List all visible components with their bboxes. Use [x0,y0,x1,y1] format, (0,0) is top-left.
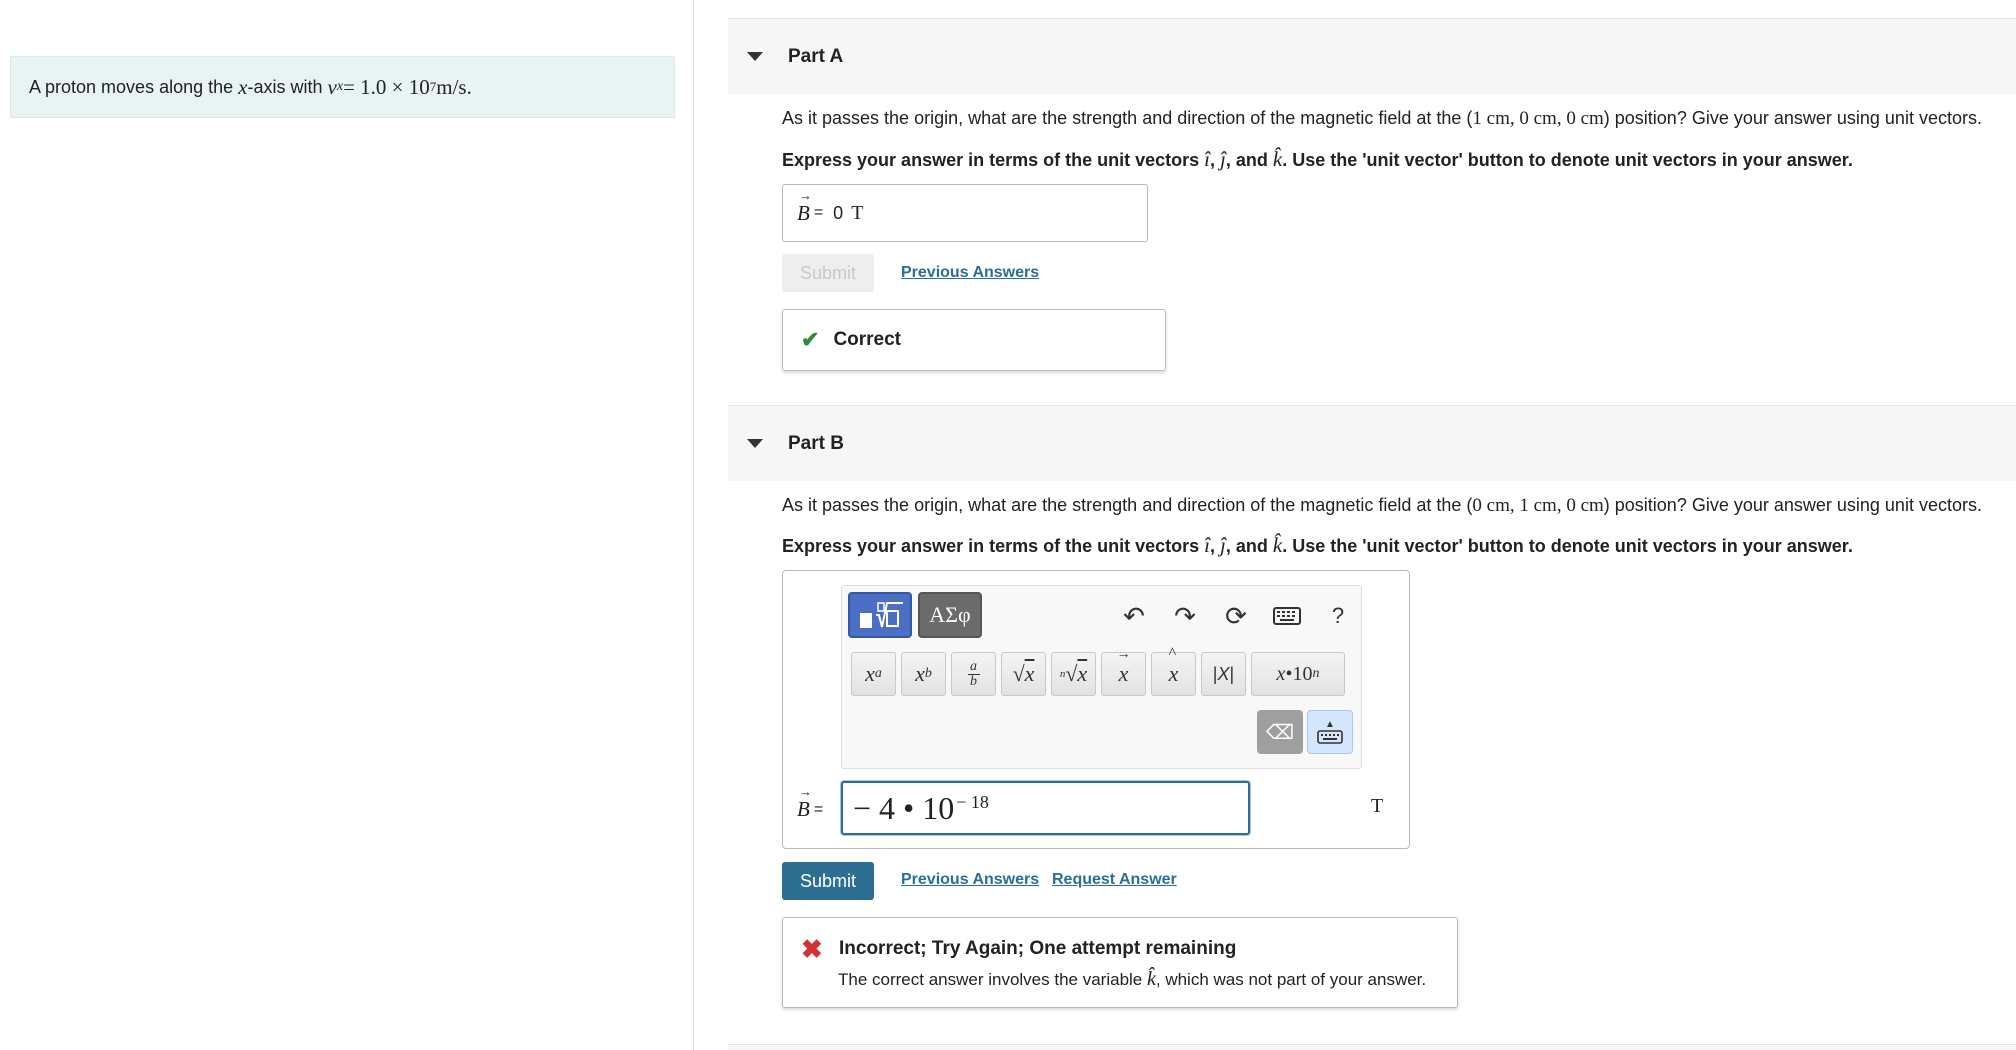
problem-panel [0,0,694,1050]
part-a-previous-answers-link[interactable]: Previous Answers [901,264,1040,281]
templates-tab[interactable] [848,592,912,638]
part-b-title: Part B [788,432,844,454]
position-value: 1 cm, 0 cm, 0 cm [1472,108,1604,129]
unit-vector-j: ĵ [1220,533,1226,557]
instruction-text: Express your answer in terms of the unit vectors [782,150,1205,170]
symbols-tab[interactable]: ΑΣφ [918,592,982,638]
part-b-question [782,495,1982,517]
key-fraction[interactable]: a b [951,652,996,696]
question-text: As it passes the origin, what are the strength and direction of the magnetic field at the ( [782,108,1473,128]
redo-icon[interactable]: ↷ [1174,600,1196,631]
separator: , and [1225,536,1273,556]
separator: , and [1225,150,1273,170]
part-a-header[interactable] [728,18,2016,94]
unit-vector-k: k̂ [1272,147,1283,171]
answer-unit: T [1371,795,1384,817]
part-a-question [782,108,1982,130]
part-b-previous-answers-link[interactable]: Previous Answers [901,871,1040,888]
undo-icon[interactable]: ↶ [1123,600,1145,631]
backspace-icon[interactable]: ⌫ [1257,710,1303,754]
part-b-answer-input[interactable] [841,781,1250,835]
part-b-answer-area [782,570,1410,849]
request-answer-link[interactable]: Request Answer [1052,871,1177,888]
part-b-instruction [782,533,1853,558]
part-a-answer-display [782,184,1148,242]
answer-unit: T [851,201,864,224]
key-unit-vector[interactable]: x ^ [1151,652,1196,696]
key-superscript[interactable]: x a [851,652,896,696]
instruction-text-end: . Use the 'unit vector' button to denote unit vectors in your answer. [1282,150,1853,170]
problem-text: A proton moves along the [29,76,234,97]
feedback-title: Incorrect; Try Again; One attempt remaining [839,938,1237,959]
part-b-header[interactable] [728,405,2016,481]
collapse-caret-icon[interactable] [747,439,763,448]
velocity-value: = 1.0 × 10 [343,74,430,99]
answer-value: 0 [833,202,844,223]
velocity-unit: m/s. [436,74,472,99]
question-text-end: ) position? Give your answer using unit vectors. [1603,108,1982,128]
problem-text-mid: -axis with [247,76,323,97]
b-vector-label: → B [797,797,810,822]
velocity-subscript: x [336,79,344,94]
position-value: 0 cm, 1 cm, 0 cm [1472,495,1604,516]
key-square-root[interactable]: √ x [1001,652,1046,696]
parts-panel [728,0,2016,1050]
reset-icon[interactable]: ⟳ [1225,600,1247,631]
help-button[interactable]: ? [1331,603,1345,628]
feedback-text-end: , which was not part of your answer. [1155,970,1427,989]
equals-sign: = [813,204,824,221]
key-absolute-value[interactable]: | X | [1201,652,1246,696]
part-b-submit-button[interactable]: Submit [782,862,874,900]
part-a-feedback [782,309,1166,371]
instruction-text: Express your answer in terms of the unit vectors [782,536,1205,556]
velocity-symbol: v [327,74,337,99]
unit-vector-i: î [1204,533,1210,557]
keyboard-icon[interactable] [1267,596,1307,636]
feedback-variable: k̂ [1146,968,1156,990]
answer-exponent: − 18 [956,791,989,812]
question-text: As it passes the origin, what are the strength and direction of the magnetic field at the ( [782,495,1473,515]
part-a-submit-button[interactable]: Submit [782,254,874,292]
feedback-text: The correct answer involves the variable [838,970,1147,989]
part-a-instruction [782,147,1853,172]
separator: , [1209,536,1220,556]
incorrect-x-icon: ✖ [801,934,823,964]
unit-vector-j: ĵ [1220,147,1226,171]
part-a-title: Part A [788,45,844,67]
unit-vector-i: î [1204,147,1210,171]
checkmark-icon: ✔ [801,327,820,352]
b-vector-label-group [797,797,823,822]
problem-statement [10,56,675,118]
feedback-detail [838,968,1426,991]
instruction-text-end: . Use the 'unit vector' button to denote unit vectors in your answer. [1282,536,1853,556]
key-subscript[interactable]: x b [901,652,946,696]
key-scientific-notation[interactable]: x •10 n [1251,652,1345,696]
answer-mantissa: − 4 • 10 [853,789,955,826]
unit-vector-k: k̂ [1272,533,1283,557]
toggle-keyboard-icon[interactable]: ▲ [1307,710,1353,754]
templates-icon [855,599,905,631]
feedback-text: Correct [833,329,902,350]
axis-variable: x [238,74,248,99]
math-toolbar [841,585,1362,769]
collapse-caret-icon[interactable] [747,52,763,61]
equals-sign: = [813,800,824,818]
b-vector-label: → B [797,201,810,226]
part-b-feedback [782,917,1458,1008]
separator: , [1209,150,1220,170]
key-nth-root[interactable]: n √ x [1051,652,1096,696]
key-vector[interactable]: x → [1101,652,1146,696]
next-part-divider [728,1044,2016,1050]
question-text-end: ) position? Give your answer using unit vectors. [1603,495,1982,515]
velocity-exponent: 7 [429,79,437,94]
